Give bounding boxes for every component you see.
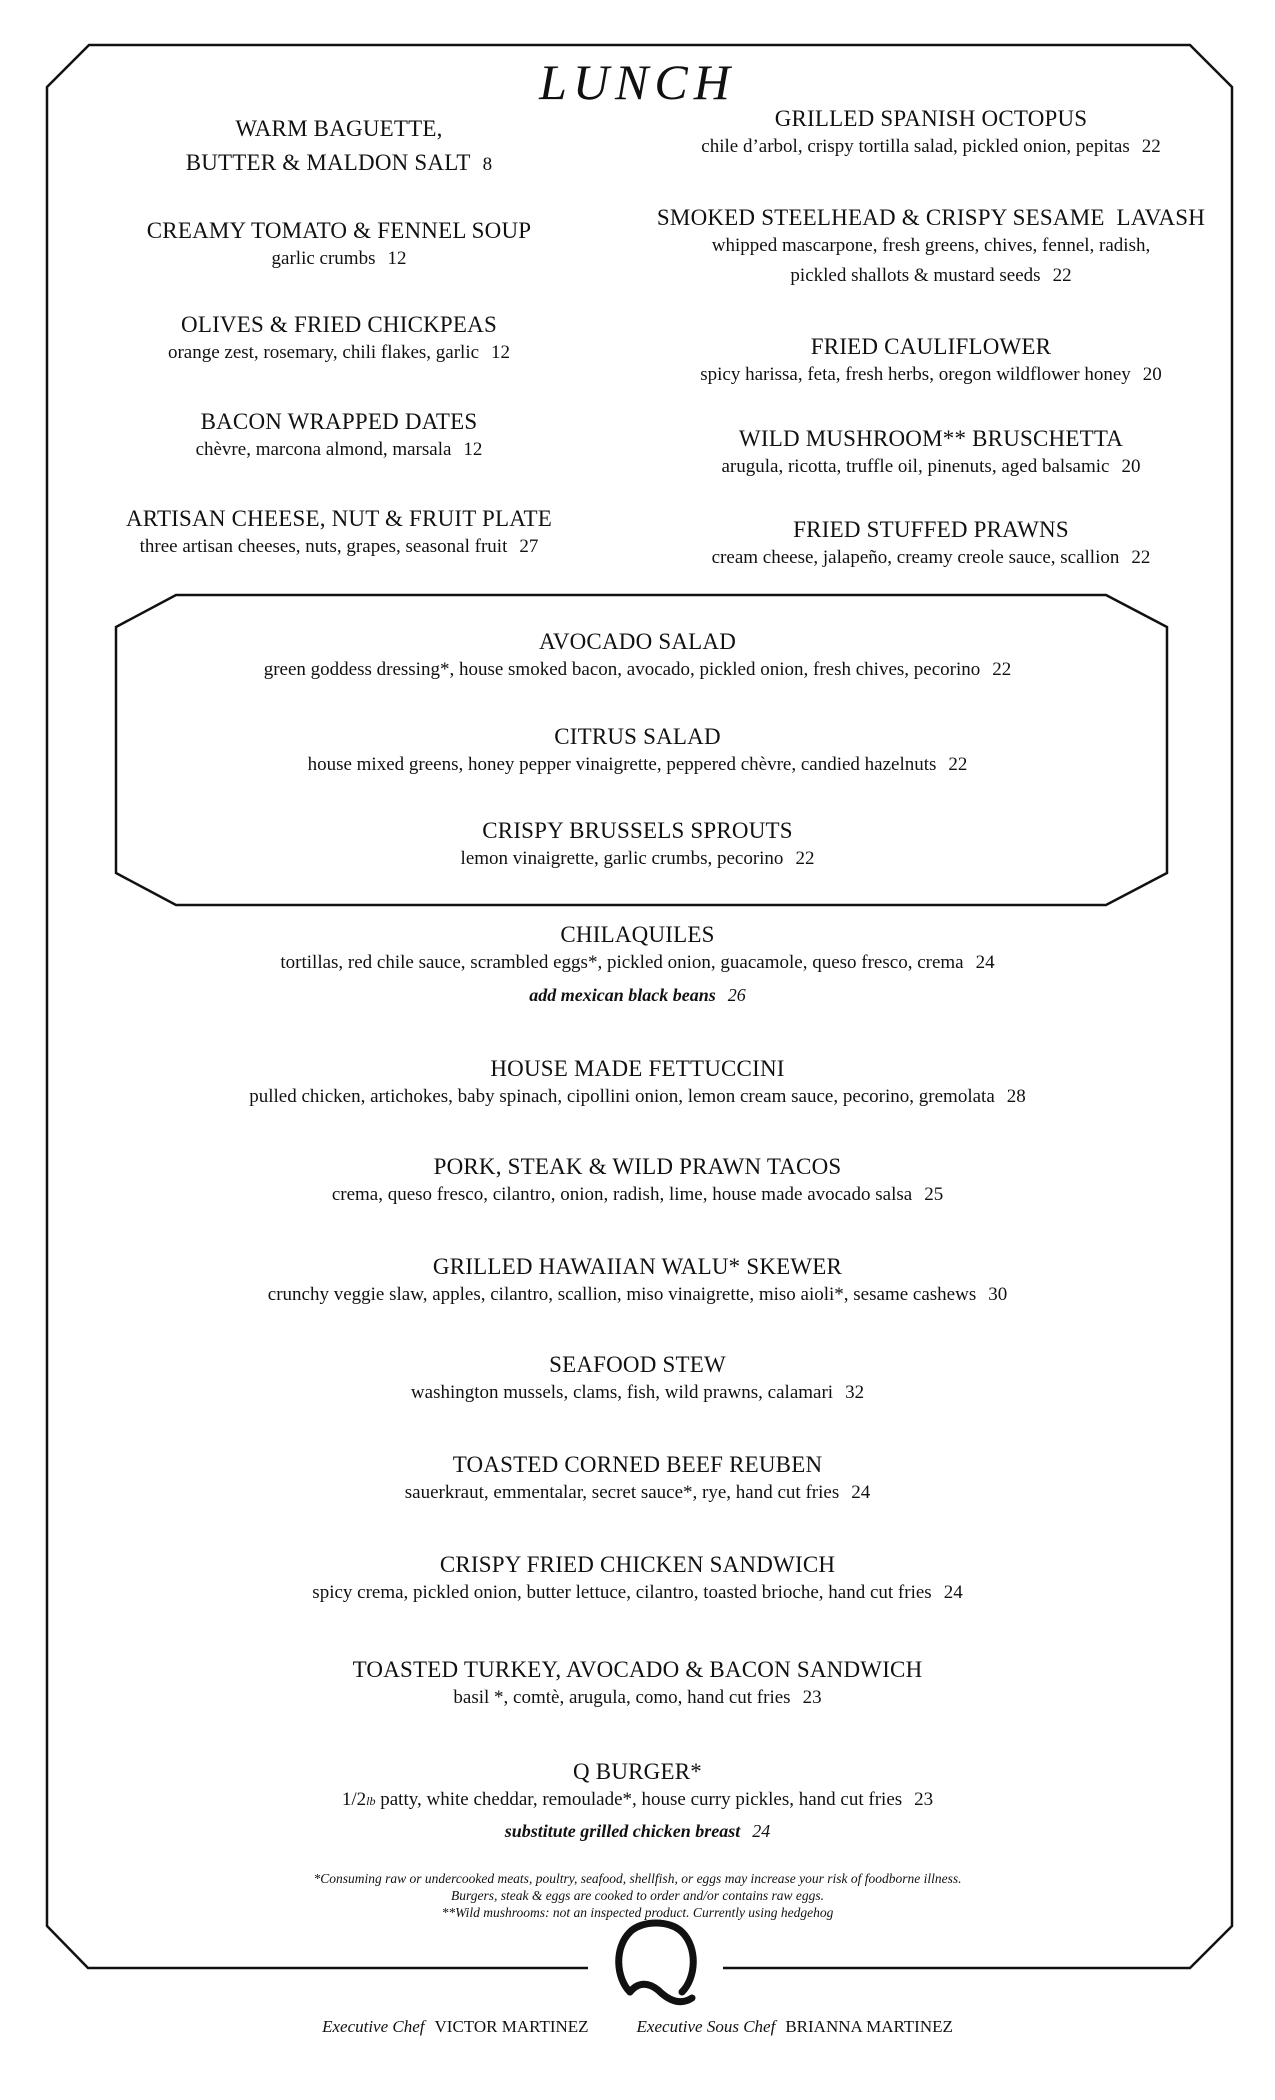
menu-item-turkey-sandwich xyxy=(60,1657,1215,1713)
item-name: GRILLED SPANISH OCTOPUS xyxy=(774,106,1088,131)
item-price: 8 xyxy=(482,154,493,175)
item-name: SMOKED STEELHEAD & CRISPY SESAME LAVASH xyxy=(656,205,1206,230)
item-description-text: washington mussels, clams, fish, wild prawns, calamari xyxy=(410,1382,834,1403)
item-price: 20 xyxy=(1142,364,1162,385)
item-description xyxy=(60,1683,1215,1713)
item-description-text: sauerkraut, emmentalar, secret sauce*, rye, hand cut fries xyxy=(404,1482,840,1503)
addon-text: substitute grilled chicken breast xyxy=(504,1821,741,1841)
menu-item-seafood-stew xyxy=(60,1352,1215,1408)
item-price: 24 xyxy=(975,952,995,973)
menu-item-reuben xyxy=(60,1452,1215,1508)
addon-price: 26 xyxy=(727,985,746,1005)
chef-role: Executive Chef xyxy=(322,2017,425,2036)
item-name: CRISPY BRUSSELS SPROUTS xyxy=(482,818,793,843)
item-price: 22 xyxy=(1131,547,1151,568)
item-description-line-1: whipped mascarpone, fresh greens, chives, fennel, radish, xyxy=(711,235,1151,256)
item-description-text: three artisan cheeses, nuts, grapes, seasonal fruit xyxy=(139,536,508,557)
item-description-text: arugula, ricotta, truffle oil, pinenuts, aged balsamic xyxy=(721,456,1110,477)
item-name-line-1: WARM BAGUETTE, xyxy=(235,116,443,141)
item-name: ARTISAN CHEESE, NUT & FRUIT PLATE xyxy=(125,506,553,531)
item-addon xyxy=(60,982,1215,1008)
item-description-text: orange zest, rosemary, chili flakes, garlic xyxy=(167,342,480,363)
item-description-text: garlic crumbs xyxy=(271,248,376,269)
item-description xyxy=(60,1082,1215,1112)
item-description-text: spicy harissa, feta, fresh herbs, oregon wildflower honey xyxy=(700,364,1131,385)
item-price: 30 xyxy=(988,1284,1008,1305)
mains-section xyxy=(60,0,1215,1870)
item-description xyxy=(60,1280,1215,1310)
item-price: 24 xyxy=(851,1482,871,1503)
item-name: GRILLED HAWAIIAN WALU* SKEWER xyxy=(432,1254,843,1279)
item-price: 22 xyxy=(795,848,815,869)
item-price: 22 xyxy=(948,754,968,775)
item-price: 22 xyxy=(1141,136,1161,157)
item-name: FRIED STUFFED PRAWNS xyxy=(793,517,1069,542)
menu-item-fried-chicken-sandwich xyxy=(60,1552,1215,1608)
item-description-text: basil *, comtè, arugula, como, hand cut fries xyxy=(453,1687,791,1708)
item-description xyxy=(60,1478,1215,1508)
sous-chef-role: Executive Sous Chef xyxy=(636,2017,776,2036)
item-description xyxy=(60,1180,1215,1210)
item-name: OLIVES & FRIED CHICKPEAS xyxy=(181,312,497,337)
item-name: SEAFOOD STEW xyxy=(549,1352,726,1377)
q-logo-icon xyxy=(608,1918,704,2014)
item-price: 12 xyxy=(463,439,483,460)
item-description-text: patty, white cheddar, remoulade*, house curry pickles, hand cut fries xyxy=(375,1789,903,1810)
item-name: CRISPY FRIED CHICKEN SANDWICH xyxy=(439,1552,836,1577)
item-description xyxy=(60,1785,1215,1816)
menu-item-fettuccini xyxy=(60,1056,1215,1112)
item-price: 20 xyxy=(1121,456,1141,477)
item-price: 32 xyxy=(845,1382,865,1403)
item-name: WILD MUSHROOM** BRUSCHETTA xyxy=(738,426,1124,451)
menu-item-walu-skewer xyxy=(60,1254,1215,1310)
item-name: BACON WRAPPED DATES xyxy=(200,409,478,434)
menu-title: LUNCH xyxy=(539,54,736,110)
item-description-text: crema, queso fresco, cilantro, onion, radish, lime, house made avocado salsa xyxy=(331,1184,913,1205)
item-price: 12 xyxy=(387,248,407,269)
item-name: FRIED CAULIFLOWER xyxy=(810,334,1052,359)
item-name: CITRUS SALAD xyxy=(554,724,721,749)
item-description-text: pulled chicken, artichokes, baby spinach, cipollini onion, lemon cream sauce, pecorino, gremolata xyxy=(249,1086,995,1107)
item-price: 23 xyxy=(802,1687,822,1708)
item-name: HOUSE MADE FETTUCCINI xyxy=(490,1056,785,1081)
item-description-text: crunchy veggie slaw, apples, cilantro, scallion, miso vinaigrette, miso aioli*, sesame cashews xyxy=(267,1284,977,1305)
sous-chef-name: BRIANNA MARTINEZ xyxy=(785,2017,953,2036)
item-description-text: house mixed greens, honey pepper vinaigrette, peppered chèvre, candied hazelnuts xyxy=(307,754,937,775)
item-price: 27 xyxy=(519,536,539,557)
item-description-text: green goddess dressing*, house smoked bacon, avocado, pickled onion, fresh chives, pecorino xyxy=(263,659,981,680)
addon-text: add mexican black beans xyxy=(529,985,716,1005)
item-name: Q BURGER* xyxy=(573,1759,702,1784)
item-price: 24 xyxy=(943,1582,963,1603)
menu-item-tacos xyxy=(60,1154,1215,1210)
item-description xyxy=(60,1578,1215,1608)
item-description-text: cream cheese, jalapeño, creamy creole sauce, scallion xyxy=(711,547,1120,568)
item-price: 23 xyxy=(914,1789,934,1810)
item-price: 28 xyxy=(1006,1086,1026,1107)
item-addon xyxy=(60,1818,1215,1844)
item-description-text: chèvre, marcona almond, marsala xyxy=(195,439,452,460)
item-price: 25 xyxy=(924,1184,944,1205)
item-name: TOASTED CORNED BEEF REUBEN xyxy=(452,1452,823,1477)
item-name: CREAMY TOMATO & FENNEL SOUP xyxy=(146,218,532,243)
patty-weight: 1/2 xyxy=(341,1789,367,1810)
item-name: TOASTED TURKEY, AVOCADO & BACON SANDWICH xyxy=(352,1657,923,1682)
disclaimer-line-2: Burgers, steak & eggs are cooked to order and/or contains raw eggs. xyxy=(450,1888,825,1903)
item-name-text: BUTTER & MALDON SALT xyxy=(185,150,471,175)
food-safety-disclaimer xyxy=(0,1870,1275,1921)
item-price: 22 xyxy=(1052,265,1072,286)
item-description-text: spicy crema, pickled onion, butter lettuce, cilantro, toasted brioche, hand cut fries xyxy=(312,1582,932,1603)
item-description xyxy=(60,948,1215,978)
menu-item-chilaquiles xyxy=(60,922,1215,1008)
item-name: PORK, STEAK & WILD PRAWN TACOS xyxy=(433,1154,842,1179)
chef-credits xyxy=(0,2016,1275,2038)
item-description-text: tortillas, red chile sauce, scrambled eggs*, pickled onion, guacamole, queso fresco, crema xyxy=(280,952,964,973)
item-name: AVOCADO SALAD xyxy=(538,629,737,654)
item-price: 12 xyxy=(491,342,511,363)
item-price: 22 xyxy=(992,659,1012,680)
patty-unit: lb xyxy=(366,1794,376,1808)
chef-name: VICTOR MARTINEZ xyxy=(434,2017,589,2036)
menu-item-q-burger xyxy=(60,1759,1215,1844)
item-description-text: chile d’arbol, crispy tortilla salad, pickled onion, pepitas xyxy=(701,136,1130,157)
addon-price: 24 xyxy=(752,1821,771,1841)
item-description xyxy=(60,1378,1215,1408)
item-description-text: pickled shallots & mustard seeds xyxy=(790,265,1041,286)
item-name: CHILAQUILES xyxy=(560,922,715,947)
disclaimer-line-1: *Consuming raw or undercooked meats, poultry, seafood, shellfish, or eggs may increase your risk of foodborne illness. xyxy=(313,1871,962,1886)
item-description-text: lemon vinaigrette, garlic crumbs, pecorino xyxy=(460,848,784,869)
disclaimer-line-3: **Wild mushrooms: not an inspected product. Currently using hedgehog xyxy=(441,1905,834,1920)
